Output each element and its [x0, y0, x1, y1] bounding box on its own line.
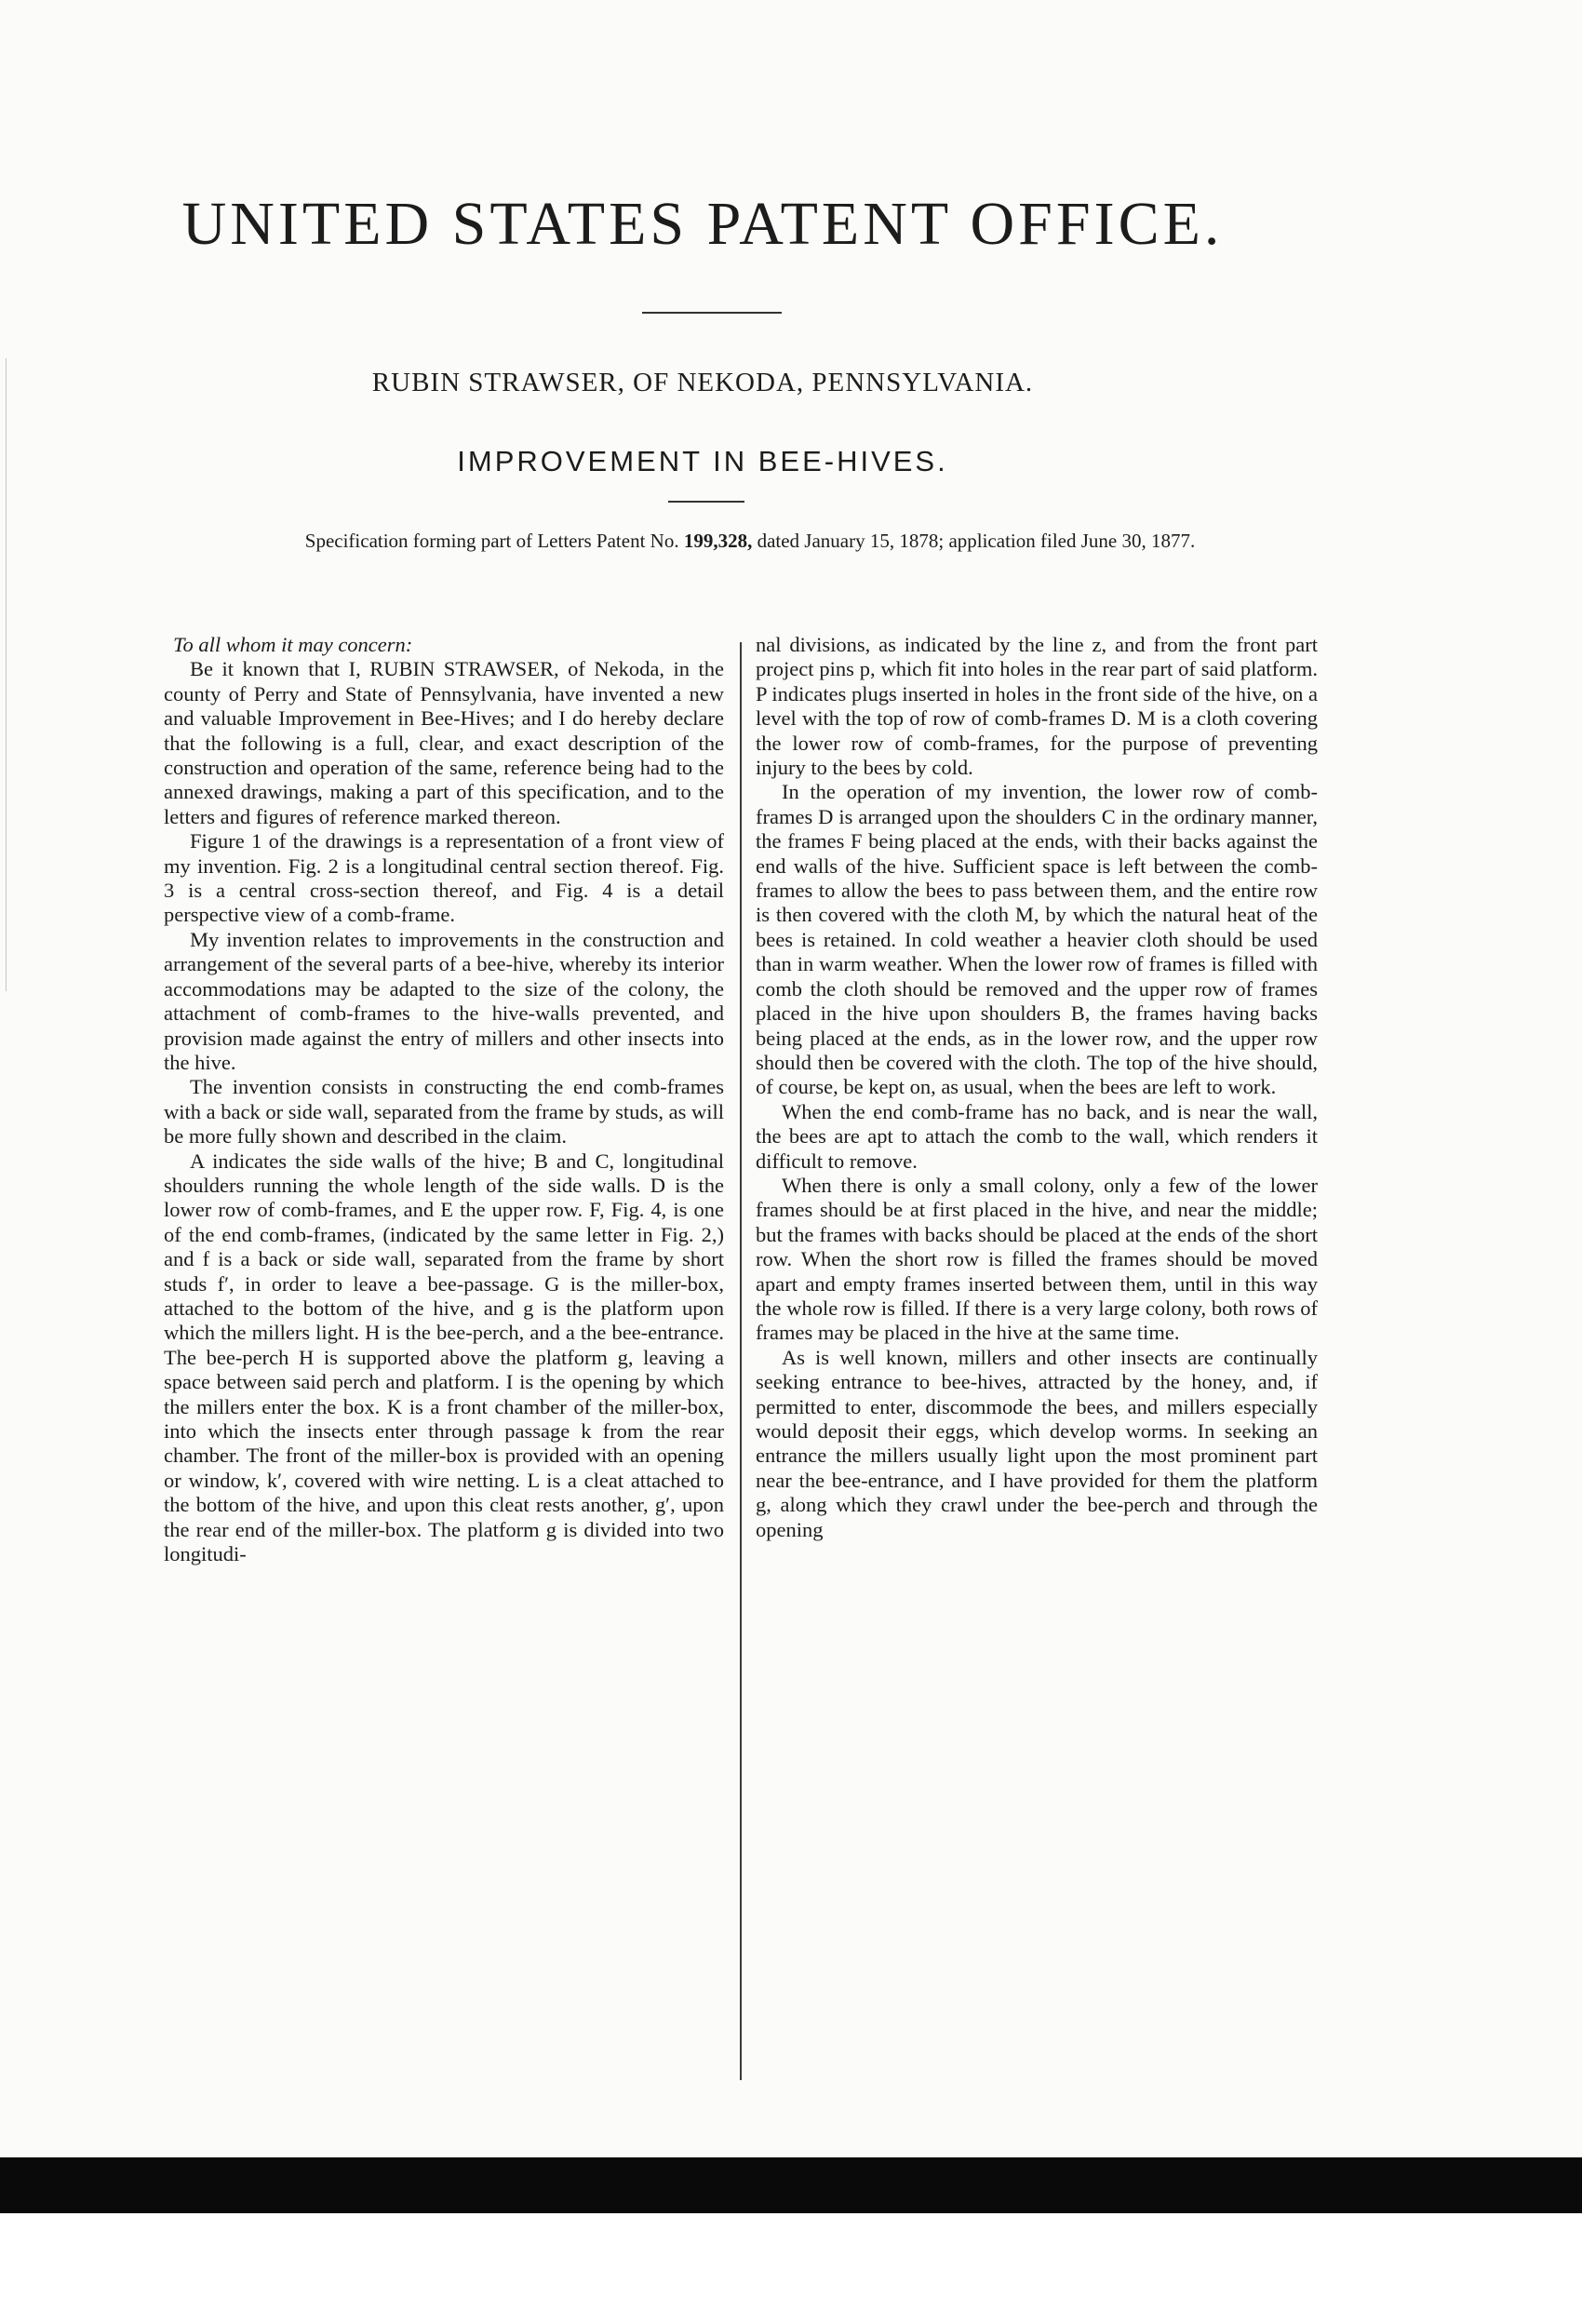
paragraph: A indicates the side walls of the hive; B and C, longitudinal shoulders running the whole length of the side walls. D is the lower row of comb-frames, and E the upper row. F, Fig. 4, is one of the end comb-frames, (indicated by the same letter in Fig. 2,) and f is a back or side wall, separated from the frame by short studs f′, in order to leave a bee-passage. G is the miller-box, attached to the bottom of the hive, and g is the platform upon which the millers light. H is the bee-perch, and a the bee-entrance. The bee-perch H is supported above the platform g, leaving a space between said perch and platform. I is the opening by which the millers enter the box. K is a front chamber of the miller-box, into which the insects enter through passage k from the rear chamber. The front of the miller-box is provided with an opening or window, k′, covered with wire netting. L is a cleat attached to the bottom of the hive, and upon this cleat rests another, g′, upon the rear end of the miller-box. The platform g is divided into two longitudi-: [164, 1149, 724, 1566]
office-title: UNITED STATES PATENT OFFICE.: [181, 190, 1224, 258]
inventor-line: RUBIN STRAWSER, OF NEKODA, PENNSYLVANIA.: [371, 368, 1034, 397]
paragraph: My invention relates to improvements in the construction and arrangement of the several parts of a bee-hive, whereby its interior accommodations may be adapted to the size of the colony, the attachment of comb-frames to the hive-walls prevented, and provision made against the entry of millers and other insects into the hive.: [164, 927, 724, 1074]
paragraph: nal divisions, as indicated by the line z, and from the front part project pins p, which fit into holes in the rear part of said platform. P indicates plugs inserted in holes in the front side of the hive, on a level with the top of row of comb-frames D. M is a cloth covering the lower row of comb-frames, for the purpose of preventing injury to the bees by cold.: [756, 633, 1318, 780]
column-divider: [740, 642, 742, 2080]
spec-prefix: Specification forming part of Letters Patent No.: [304, 530, 684, 552]
right-column: [756, 633, 1318, 1542]
paragraph: Figure 1 of the drawings is a representation of a front view of my invention. Fig. 2 is a longitudinal central section thereof. Fig. 3 is a central cross-section thereof, and Fig. 4 is a detail perspective view of a comb-frame.: [164, 829, 724, 927]
patent-number: 199,328,: [683, 530, 753, 552]
scan-bottom-bar: [0, 2157, 1582, 2213]
salutation: To all whom it may concern:: [173, 633, 413, 656]
paragraph: When the end comb-frame has no back, and is near the wall, the bees are apt to attach the comb to the wall, which renders it difficult to remove.: [756, 1099, 1318, 1173]
paragraph: As is well known, millers and other insects are continually seeking entrance to bee-hives, attracted by the honey, and, if permitted to enter, discommode the bees, and millers especially would deposit their eggs, which develop worms. In seeking an entrance the millers usually light upon the most prominent part near the bee-entrance, and I have provided for them the platform g, along which they crawl under the bee-perch and through the opening: [756, 1345, 1318, 1541]
specification-line: [210, 529, 1290, 554]
paragraph: In the operation of my invention, the lower row of comb-frames D is arranged upon the shoulders C in the ordinary manner, the frames F being placed at the ends, with their backs against the end walls of the hive. Sufficient space is left between the comb-frames to allow the bees to pass between them, and the entire row is then covered with the cloth M, by which the natural heat of the bees is retained. In cold weather a heavier cloth should be used than in warm weather. When the lower row of frames is filled with comb the cloth should be removed and the upper row of frames placed in the hive upon shoulders B, the frames having backs being placed at the ends, as in the lower row, and the upper row should then be covered with the cloth. The top of the hive should, of course, be kept on, as usual, when the bees are left to work.: [756, 780, 1318, 1099]
improvement-title: IMPROVEMENT IN BEE-HIVES.: [457, 445, 948, 477]
paragraph: The invention consists in constructing the end comb-frames with a back or side wall, separated from the frame by studs, as will be more fully shown and described in the claim.: [164, 1075, 724, 1149]
paragraph: When there is only a small colony, only a few of the lower frames should be at first placed in the hive, and near the middle; but the frames with backs should be placed at the ends of the short row. When the short row is filled the frames should be moved apart and empty frames inserted between them, until in this way the whole row is filled. If there is a very large colony, both rows of frames may be placed in the hive at the same time.: [756, 1173, 1318, 1345]
scan-edge-line: [6, 358, 7, 991]
paragraph: Be it known that I, RUBIN STRAWSER, of Nekoda, in the county of Perry and State of Pennsylvania, have invented a new and valuable Improvement in Bee-Hives; and I do hereby declare that the following is a full, clear, and exact description of the construction and operation of the same, reference being had to the annexed drawings, making a part of this specification, and to the letters and figures of reference marked thereon.: [164, 657, 724, 828]
spec-suffix: dated January 15, 1878; application filed June 30, 1877.: [752, 530, 1196, 552]
improvement-rule: [668, 501, 744, 503]
title-rule: [642, 312, 782, 314]
scan-bottom-margin: [0, 2213, 1582, 2324]
left-column: [164, 633, 724, 1566]
